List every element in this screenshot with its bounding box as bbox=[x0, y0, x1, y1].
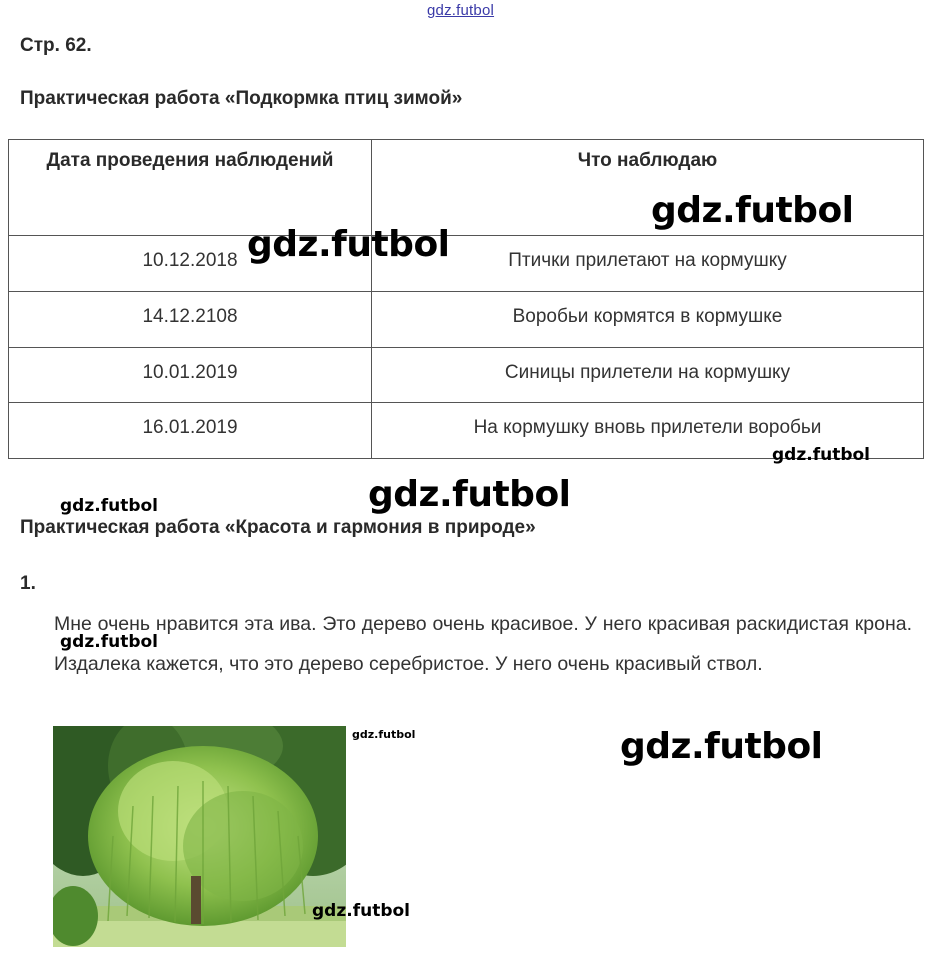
cell-observation: На кормушку вновь прилетели воробьи bbox=[372, 403, 924, 459]
cell-date: 14.12.2108 bbox=[9, 292, 372, 348]
work2-title: Практическая работа «Красота и гармония в природе» bbox=[20, 517, 536, 538]
willow-illustration bbox=[53, 726, 346, 947]
watermark: gdz.futbol bbox=[620, 726, 823, 767]
observation-table bbox=[8, 139, 924, 459]
cell-observation: Птички прилетают на кормушку bbox=[372, 236, 924, 292]
watermark: gdz.futbol bbox=[368, 474, 571, 515]
table-row bbox=[9, 292, 924, 348]
watermark: gdz.futbol bbox=[312, 901, 410, 921]
watermark: gdz.futbol bbox=[651, 190, 854, 231]
cell-date: 10.12.2018 bbox=[9, 236, 372, 292]
work1-title: Практическая работа «Подкормка птиц зимой» bbox=[20, 88, 463, 109]
cell-date: 16.01.2019 bbox=[9, 403, 372, 459]
essay-paragraph: Мне очень нравится эта ива. Это дерево очень красивое. У него красивая раскидистая крона. Издалека кажется, что это дерево серебристое. У него очень красивый ствол. bbox=[54, 613, 912, 675]
cell-observation: Воробьи кормятся в кормушке bbox=[372, 292, 924, 348]
watermark: gdz.futbol bbox=[247, 224, 450, 265]
cell-observation: Синицы прилетели на кормушку bbox=[372, 348, 924, 403]
watermark: gdz.futbol bbox=[60, 496, 158, 516]
page-reference: Стр. 62. bbox=[20, 35, 92, 56]
item-number: 1. bbox=[20, 573, 36, 594]
cell-date: 10.01.2019 bbox=[9, 348, 372, 403]
table-row bbox=[9, 236, 924, 292]
table-row bbox=[9, 348, 924, 403]
watermark: gdz.futbol bbox=[60, 632, 158, 652]
watermark: gdz.futbol bbox=[772, 445, 870, 465]
willow-tree-photo bbox=[53, 726, 346, 947]
top-watermark-link[interactable]: gdz.futbol bbox=[427, 2, 495, 19]
watermark: gdz.futbol bbox=[352, 728, 416, 741]
header-observation: Что наблюдаю bbox=[372, 140, 924, 236]
header-date: Дата проведения наблюдений bbox=[9, 140, 372, 236]
